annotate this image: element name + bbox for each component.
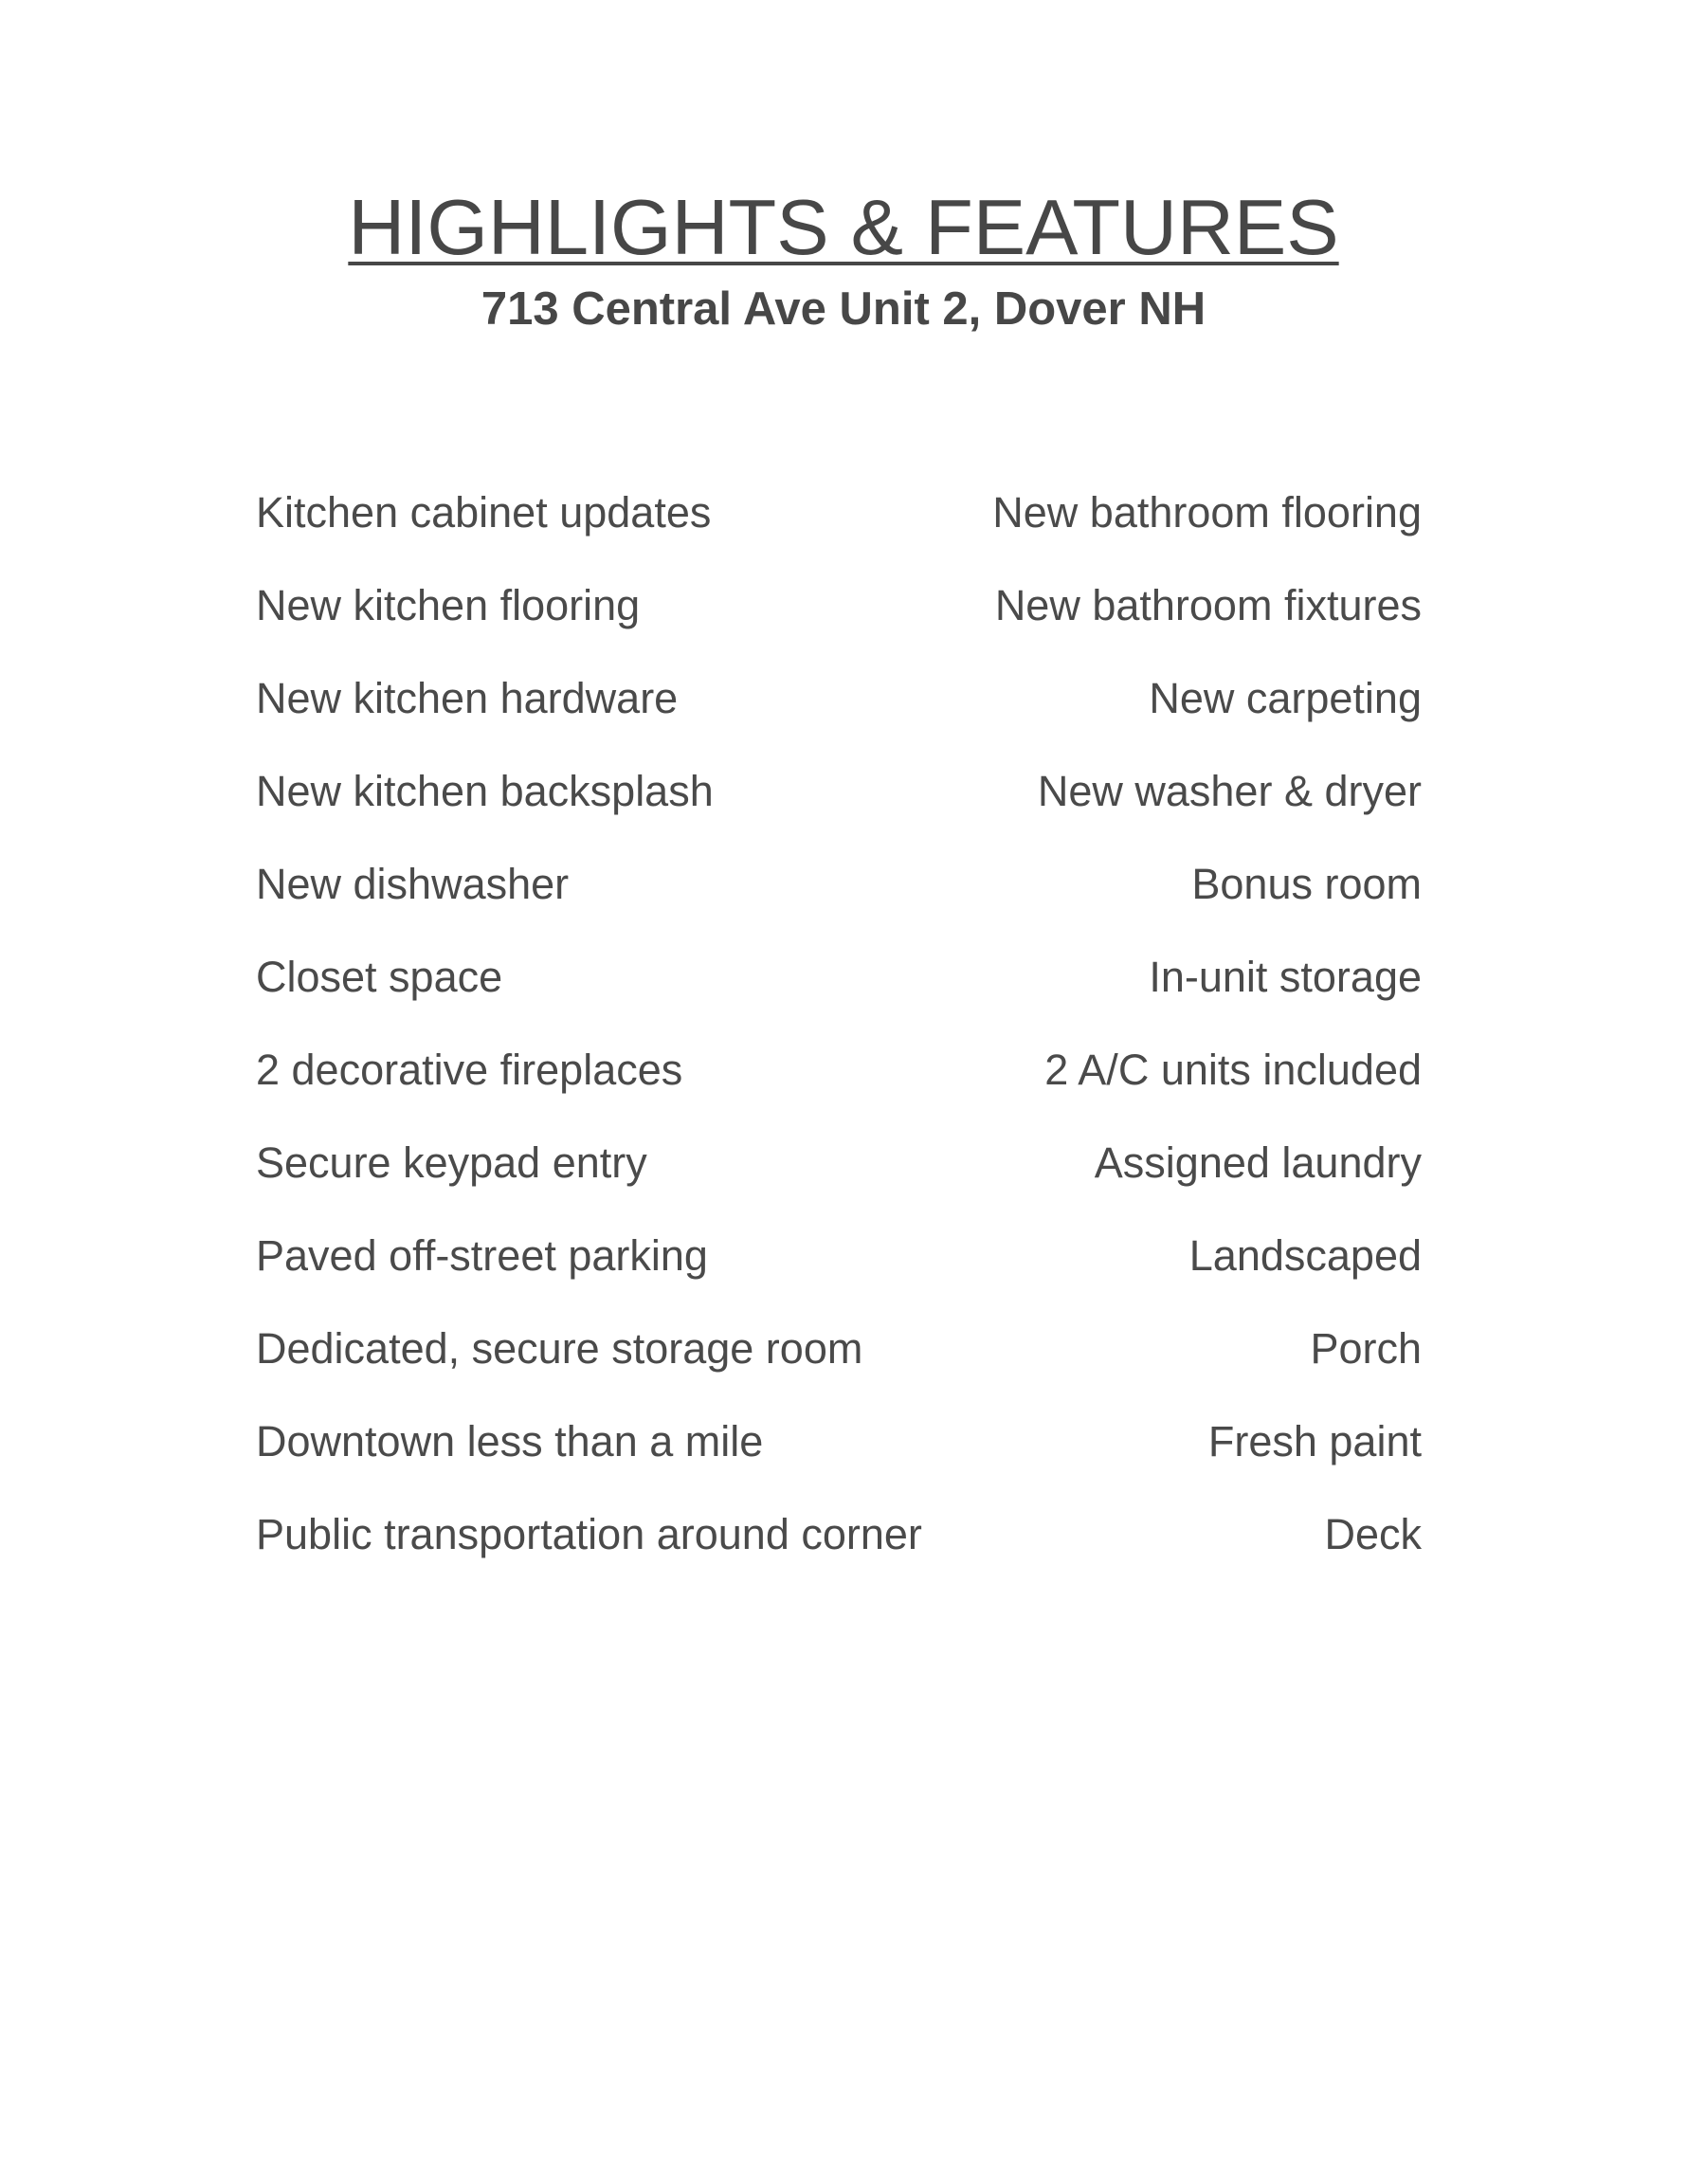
feature-item: Secure keypad entry	[256, 1138, 647, 1187]
feature-item: Assigned laundry	[1094, 1138, 1422, 1187]
features-list	[256, 484, 1422, 1599]
feature-item: Closet space	[256, 953, 503, 1001]
page-title-text: HIGHLIGHTS & FEATURES	[348, 183, 1339, 271]
feature-item: In-unit storage	[1149, 953, 1422, 1001]
feature-item: Kitchen cabinet updates	[256, 488, 712, 537]
feature-item: New washer & dryer	[1037, 767, 1422, 815]
feature-item: New kitchen backsplash	[256, 767, 714, 815]
property-address: 713 Central Ave Unit 2, Dover NH	[481, 283, 1206, 335]
feature-item: New carpeting	[1149, 674, 1422, 722]
feature-item: New bathroom flooring	[992, 488, 1422, 537]
feature-item: New bathroom fixtures	[994, 581, 1422, 629]
feature-item: Fresh paint	[1207, 1417, 1422, 1465]
feature-item: Landscaped	[1188, 1231, 1422, 1280]
feature-item: Downtown less than a mile	[256, 1417, 764, 1465]
page-title	[0, 180, 1687, 275]
feature-item: 2 A/C units included	[1044, 1046, 1422, 1094]
feature-item: Public transportation around corner	[256, 1510, 922, 1558]
feature-item: Dedicated, secure storage room	[256, 1324, 863, 1373]
feature-item: Deck	[1324, 1510, 1422, 1558]
feature-item: New dishwasher	[256, 860, 570, 908]
feature-item: Paved off-street parking	[256, 1231, 708, 1280]
feature-item: 2 decorative fireplaces	[256, 1046, 683, 1094]
feature-item: New kitchen hardware	[256, 674, 679, 722]
feature-item: New kitchen flooring	[256, 581, 641, 629]
feature-item: Bonus room	[1191, 860, 1422, 908]
feature-item: Porch	[1310, 1324, 1422, 1373]
